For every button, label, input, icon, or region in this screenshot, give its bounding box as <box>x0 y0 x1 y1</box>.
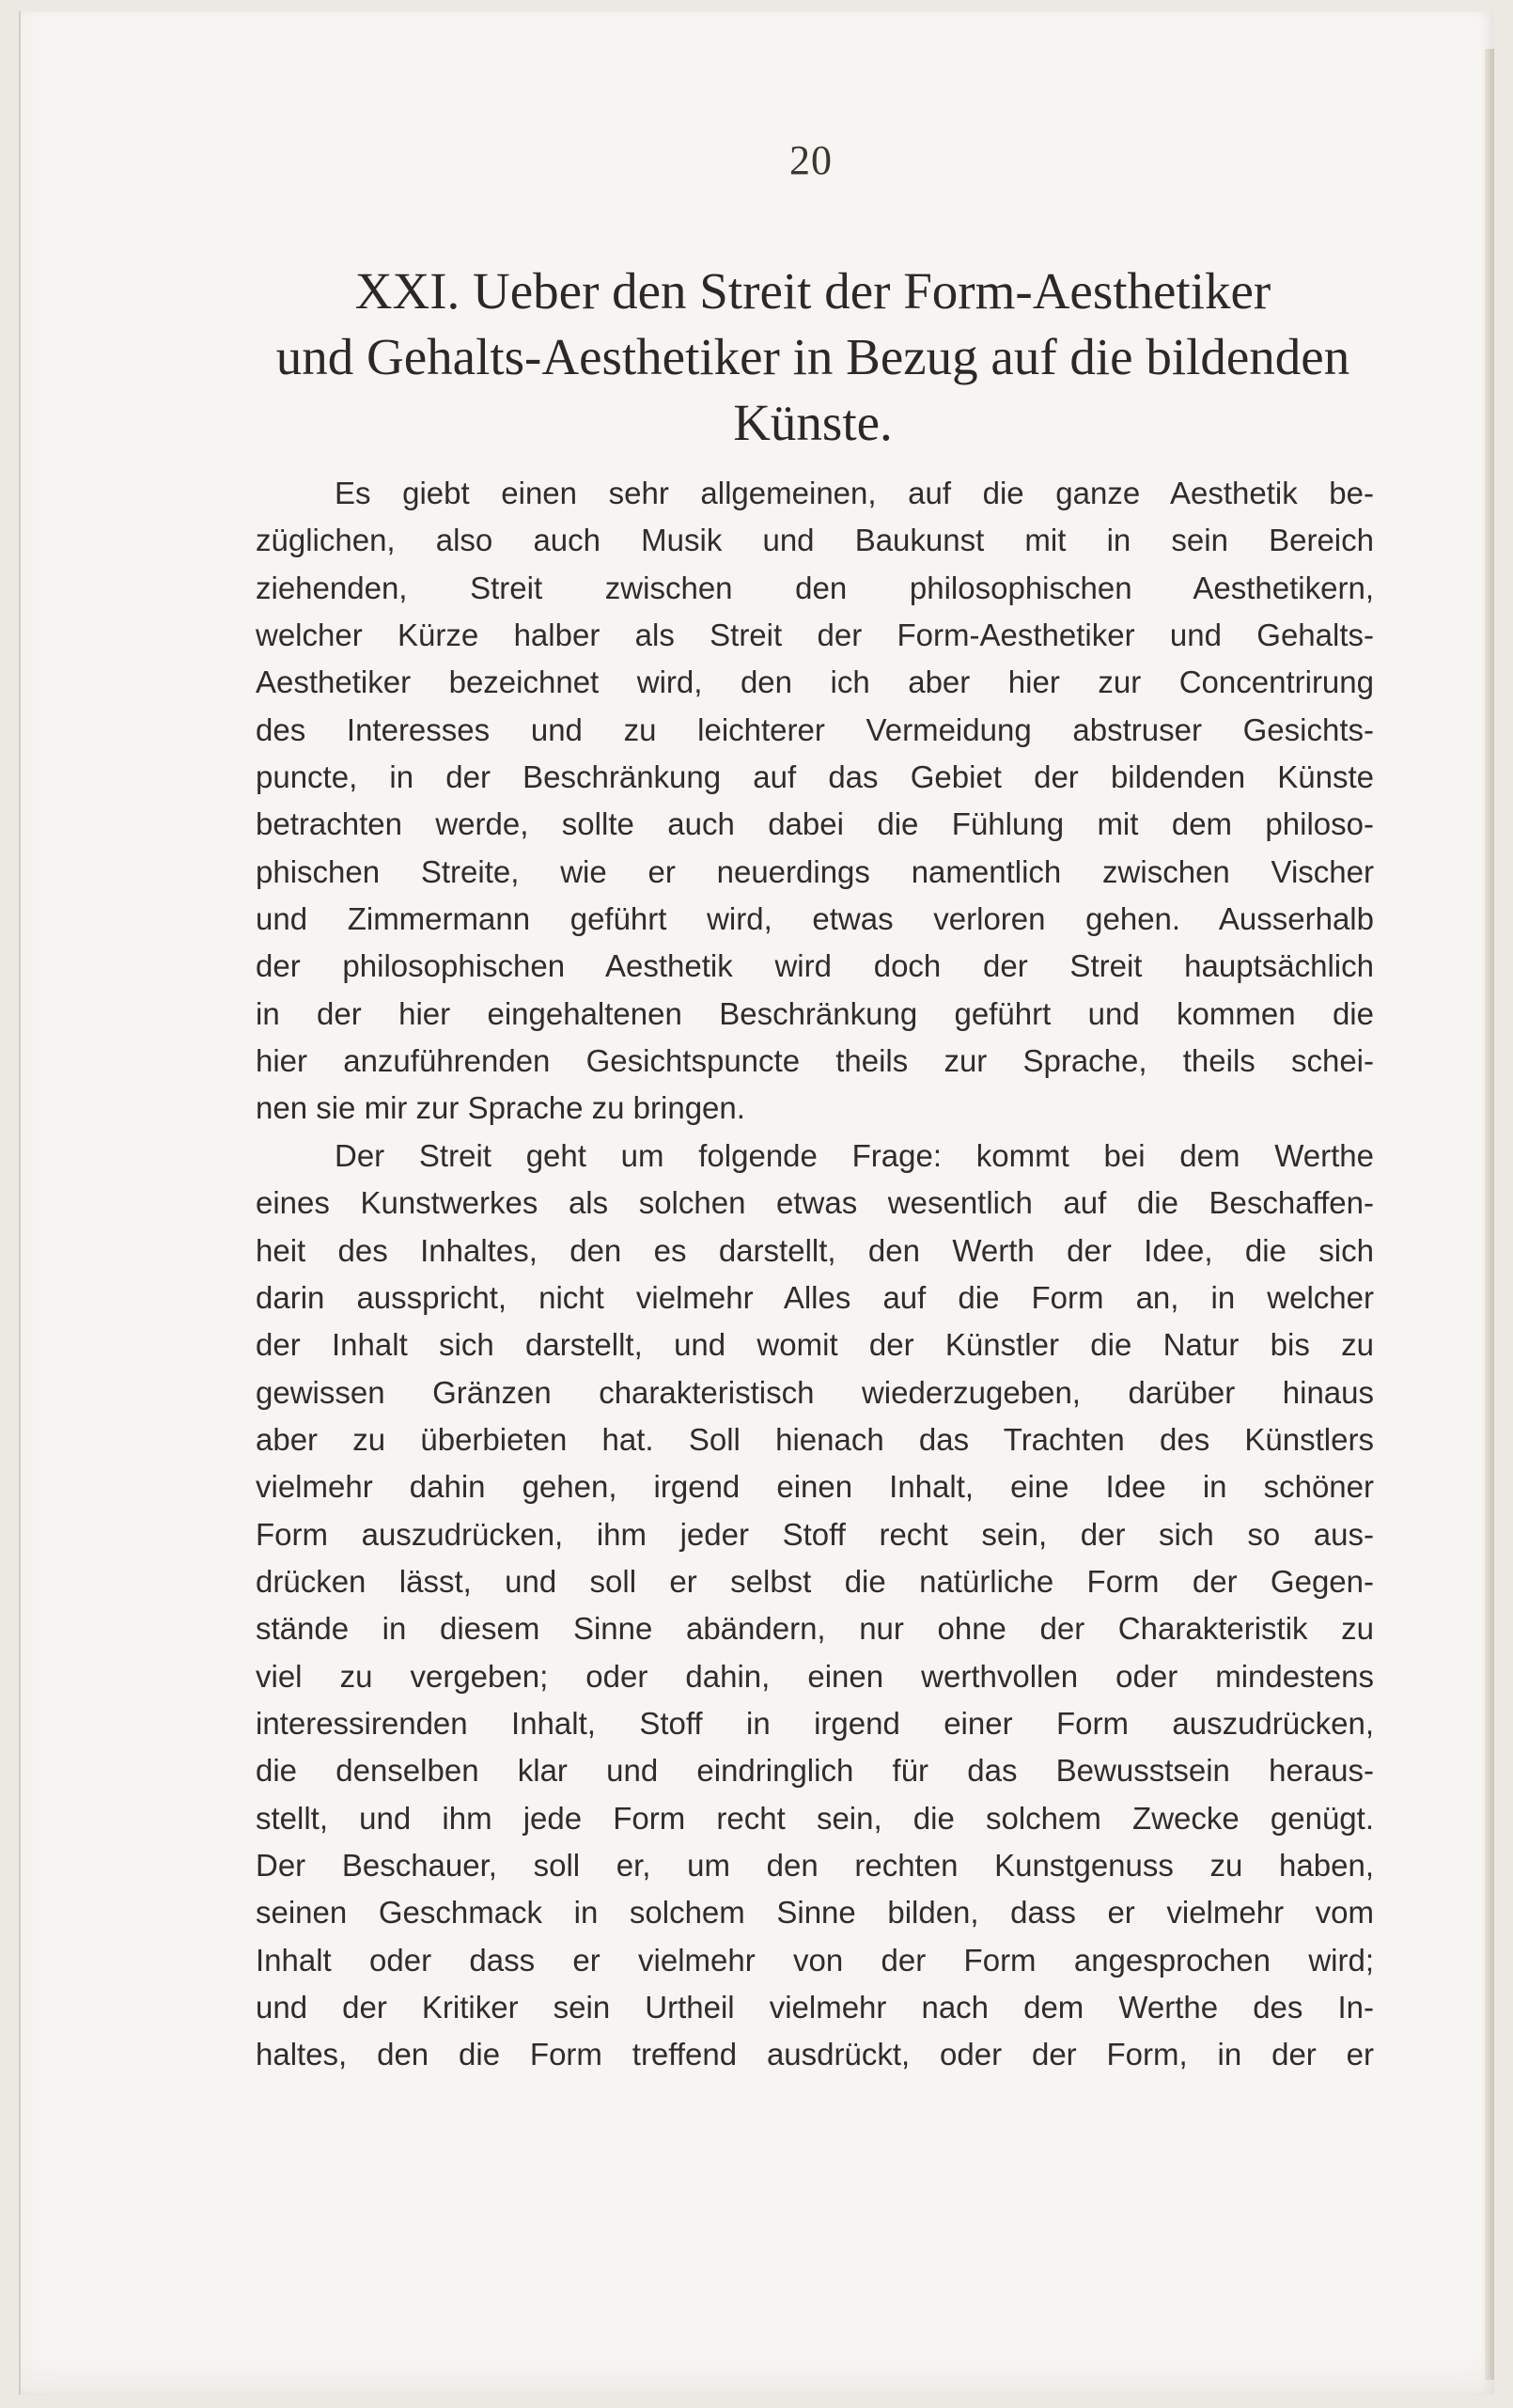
text-line: heit des Inhaltes, den es darstellt, den Werth der Idee, die sich <box>256 1232 1374 1268</box>
text-line: Form auszudrücken, ihm jeder Stoff recht sein, der sich so aus- <box>256 1516 1374 1552</box>
heading-line: und Gehalts-Aesthetiker in Bezug auf die bildenden <box>275 328 1350 385</box>
text-line: Es giebt einen sehr allgemeinen, auf die ganze Aesthetik be- <box>335 476 1374 510</box>
paragraph-2 <box>256 1133 1374 2079</box>
text-line: interessirenden Inhalt, Stoff in irgend einer Form auszudrücken, <box>256 1705 1374 1741</box>
text-line: seinen Geschmack in solchem Sinne bilden, dass er vielmehr vom <box>256 1895 1374 1931</box>
text-line: Der Streit geht um folgende Frage: kommt bei dem Werthe <box>335 1137 1374 1173</box>
text-line: des Interesses und zu leichterer Vermeidung abstruser Gesichts- <box>256 711 1374 747</box>
text-line: puncte, in der Beschränkung auf das Gebiet der bildenden Künste <box>256 759 1374 795</box>
text-line: stellt, und ihm jede Form recht sein, die solchem Zwecke genügt. <box>256 1800 1374 1836</box>
text-line: Der Beschauer, soll er, um den rechten Kunstgenuss zu haben, <box>256 1847 1374 1883</box>
text-line: und der Kritiker sein Urtheil vielmehr nach dem Werthe des In- <box>256 1990 1374 2025</box>
text-line: viel zu vergeben; oder dahin, einen werthvollen oder mindestens <box>256 1658 1374 1694</box>
text-line: phischen Streite, wie er neuerdings namentlich zwischen Vischer <box>256 853 1374 889</box>
text-line: Inhalt oder dass er vielmehr von der Form angesprochen wird; <box>256 1942 1374 1978</box>
text-line: darin ausspricht, nicht vielmehr Alles auf die Form an, in welcher <box>256 1279 1374 1315</box>
page-edge-shadow <box>1485 49 1494 2380</box>
text-line: nen sie mir zur Sprache zu bringen. <box>256 1090 745 1126</box>
text-line: Aesthetiker bezeichnet wird, den ich aber hier zur Concentrirung <box>256 665 1374 700</box>
chapter-heading <box>244 258 1381 456</box>
text-line: und Zimmermann geführt wird, etwas verloren gehen. Ausserhalb <box>256 901 1374 937</box>
text-line: der Inhalt sich darstellt, und womit der Künstler die Natur bis zu <box>256 1327 1374 1363</box>
text-line: welcher Kürze halber als Streit der Form-Aesthetiker und Gehalts- <box>256 618 1374 653</box>
paragraph-1 <box>256 470 1374 1133</box>
text-line: züglichen, also auch Musik und Baukunst mit in sein Bereich <box>256 523 1374 558</box>
text-line: eines Kunstwerkes als solchen etwas wesentlich auf die Beschaffen- <box>256 1185 1374 1221</box>
text-line: die denselben klar und eindringlich für das Bewusstsein heraus- <box>256 1753 1374 1789</box>
text-line: hier anzuführenden Gesichtspuncte theils zur Sprache, theils schei- <box>256 1043 1374 1079</box>
text-line: haltes, den die Form treffend ausdrückt, oder der Form, in der er <box>256 2037 1374 2072</box>
page-number: 20 <box>789 137 833 183</box>
heading-line: XXI. Ueber den Streit der Form-Aesthetiker <box>354 262 1271 320</box>
text-line: ziehenden, Streit zwischen den philosophischen Aesthetikern, <box>256 570 1374 605</box>
text-line: betrachten werde, sollte auch dabei die Fühlung mit dem philoso- <box>256 806 1374 842</box>
text-line: in der hier eingehaltenen Beschränkung geführt und kommen die <box>256 995 1374 1031</box>
text-line: der philosophischen Aesthetik wird doch der Streit hauptsächlich <box>256 948 1374 984</box>
text-line: stände in diesem Sinne abändern, nur ohne der Charakteristik zu <box>256 1611 1374 1647</box>
text-line: aber zu überbieten hat. Soll hienach das Trachten des Künstlers <box>256 1421 1374 1457</box>
text-line: gewissen Gränzen charakteristisch wiederzugeben, darüber hinaus <box>256 1374 1374 1410</box>
heading-line: Künste. <box>733 394 893 451</box>
text-line: vielmehr dahin gehen, irgend einen Inhalt, eine Idee in schöner <box>256 1469 1374 1505</box>
body-text <box>256 470 1374 2079</box>
text-line: drücken lässt, und soll er selbst die natürliche Form der Gegen- <box>256 1563 1374 1599</box>
